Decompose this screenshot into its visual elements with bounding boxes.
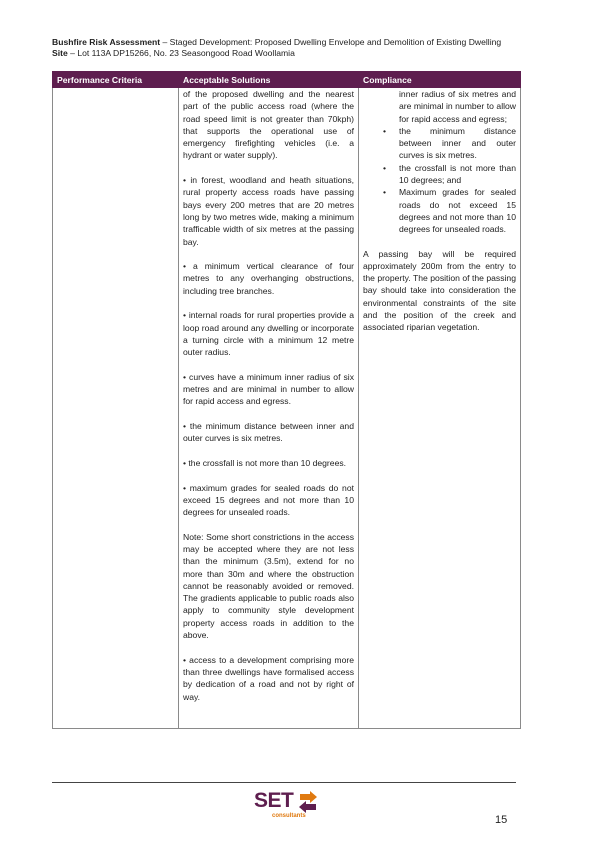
header-line-2 <box>52 48 552 59</box>
performance-criteria-cell <box>53 88 179 729</box>
bullet-icon: • <box>383 187 387 198</box>
acceptable-solutions-cell <box>179 88 359 729</box>
acceptable-para: of the proposed dwelling and the nearest part of the public access road (where the road speed limit is not greater than 70kph) that supports the operational use of emergency firefighting vehicles (i.e. a hydrant or water supply). <box>183 89 354 161</box>
company-logo <box>254 789 324 823</box>
compliance-cell <box>359 88 521 729</box>
table-row <box>53 88 521 729</box>
compliance-bullet-text: the crossfall is not more than 10 degrees; and <box>399 162 516 186</box>
header-line-1 <box>52 37 552 48</box>
acceptable-para: • access to a development comprising more than three dwellings have formalised access by dedication of a road and not by right of way. <box>183 654 354 702</box>
acceptable-para: • in forest, woodland and heath situations, rural property access roads have passing bays every 200 metres that are 20 metres long by two metres wide, making a minimum trafficable width of six metres at the passing bay. <box>183 175 354 247</box>
bullet-icon: • <box>383 162 387 173</box>
page-number: 15 <box>495 814 508 826</box>
table-header-row <box>53 72 521 88</box>
logo-subtitle: consultants <box>272 813 306 819</box>
list-item <box>363 162 516 187</box>
document-header <box>52 37 552 59</box>
compliance-bullet-text: the minimum distance between inner and outer curves is six metres. <box>399 125 516 161</box>
acceptable-para: • a minimum vertical clearance of four metres to any overhanging obstructions, including tree branches. <box>183 261 354 296</box>
header-site-label: Site <box>52 48 68 58</box>
header-acceptable-solutions: Acceptable Solutions <box>179 72 359 88</box>
acceptable-para: Note: Some short constrictions in the access may be accepted where they are not less than the minimum (3.5m), extend for no more than 30m and where the obstruction cannot be reasonably avoided or removed. The gradients applicable to public roads also apply to community style development property access roads in addition to the above. <box>183 531 354 641</box>
header-subtitle: – Staged Development: Proposed Dwelling Envelope and Demolition of Existing Dwelling <box>160 37 502 47</box>
acceptable-para: • the minimum distance between inner and outer curves is six metres. <box>183 421 354 444</box>
acceptable-para: • curves have a minimum inner radius of six metres and are minimal in number to allow for rapid access and egress. <box>183 371 354 407</box>
header-site-value: – Lot 113A DP15266, No. 23 Seasongood Road Woollamia <box>67 48 295 58</box>
logo-wordmark: SET <box>254 789 294 812</box>
compliance-continuation: inner radius of six metres and are minimal in number to allow for rapid access and egress; <box>399 89 516 124</box>
compliance-paragraph: A passing bay will be required approximately 200m from the entry to the property. The position of the passing bay should take into consideration the environmental constraints of the site and the position of the creek and associated riparian vegetation. <box>363 248 516 333</box>
list-item <box>363 125 516 162</box>
logo-arrows-icon <box>298 791 318 813</box>
compliance-bullet-text: Maximum grades for sealed roads do not exceed 15 degrees and not more than 10 degrees for unsealed roads. <box>399 187 516 235</box>
acceptable-para: • maximum grades for sealed roads do not exceed 15 degrees and not more than 10 degrees for unsealed roads. <box>183 482 354 518</box>
header-title: Bushfire Risk Assessment <box>52 37 161 47</box>
acceptable-para: • internal roads for rural properties provide a loop road around any dwelling or incorporate a turning circle with a minimum 12 metre outer radius. <box>183 310 354 358</box>
bullet-icon: • <box>383 125 387 136</box>
list-item <box>363 186 516 235</box>
header-compliance: Compliance <box>359 72 521 88</box>
criteria-table <box>52 71 521 729</box>
footer-divider <box>52 782 516 783</box>
compliance-bullet-list <box>363 125 516 236</box>
acceptable-para: • the crossfall is not more than 10 degrees. <box>183 457 347 468</box>
header-performance-criteria: Performance Criteria <box>53 72 179 88</box>
